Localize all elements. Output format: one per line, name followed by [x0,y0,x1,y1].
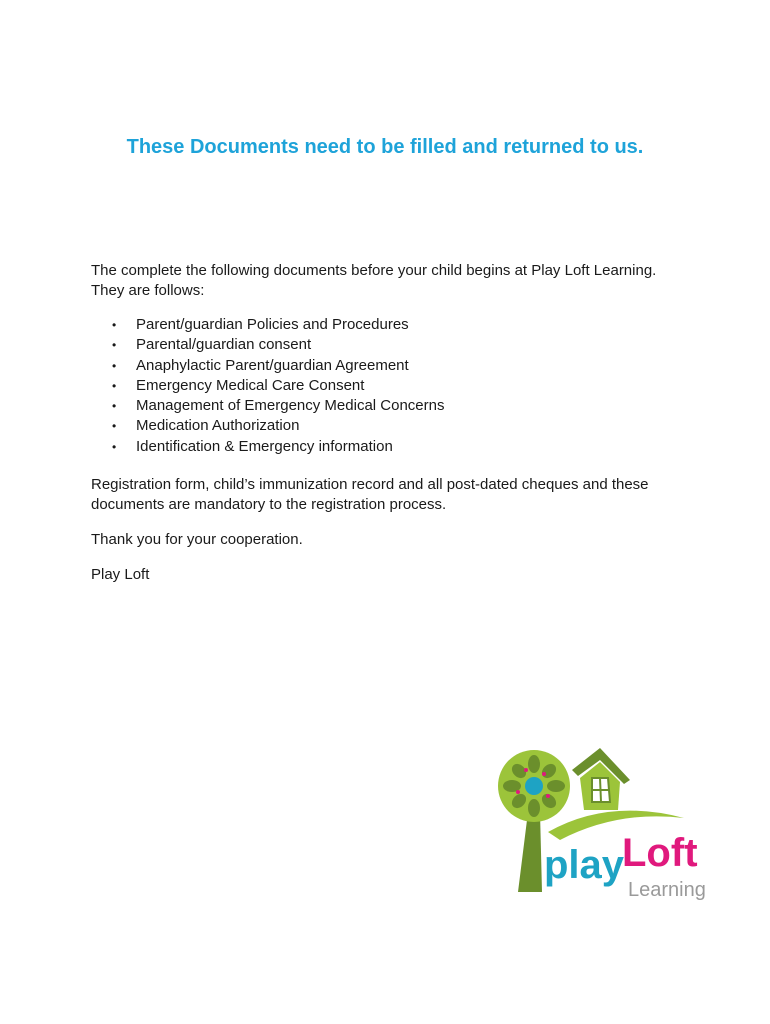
signature: Play Loft [91,566,150,584]
list-item [91,396,691,416]
mandatory-line-2: documents are mandatory to the registration process. [91,496,447,514]
bullet-icon: • [112,358,117,373]
logo-word-play: play [544,843,625,887]
list-item-label: Parent/guardian Policies and Procedures [136,316,409,333]
list-item-label: Medication Authorization [136,417,300,435]
bullet-icon: • [112,439,117,454]
list-item-label: Identification & Emergency information [136,437,393,455]
bullet-icon: • [112,399,117,414]
document-title: These Documents need to be filled and returned to us. [126,136,644,158]
list-item [91,335,691,355]
list-item-label: Emergency Medical Care Consent [136,376,365,394]
play-loft-logo [488,740,718,912]
list-item-label: Anaphylactic Parent/guardian Agreement [136,356,409,374]
list-item [91,376,691,396]
required-documents-list [91,315,691,457]
bullet-icon: • [112,318,117,332]
flower-center [525,777,543,795]
list-item-label: Parental/guardian consent [136,336,312,354]
bullet-icon: • [112,338,117,353]
list-item [91,416,691,436]
mandatory-line-1: Registration form, child’s immunization record and all post-dated cheques and these [91,476,649,494]
thanks-line: Thank you for your cooperation. [91,531,303,549]
document-body [91,261,691,585]
intro-line-2: They are follows: [91,282,205,299]
list-item [91,437,691,457]
bullet-icon: • [112,419,117,434]
list-item [91,356,691,376]
logo-word-learning: Learning [628,879,706,901]
list-item-label: Management of Emergency Medical Concerns [136,397,445,415]
logo-word-loft: Loft [622,831,698,875]
intro-line-1: The complete the following documents before your child begins at Play Loft Learning. [91,262,657,279]
tree-trunk [518,812,542,892]
bullet-icon: • [112,378,117,393]
list-item [91,315,691,335]
